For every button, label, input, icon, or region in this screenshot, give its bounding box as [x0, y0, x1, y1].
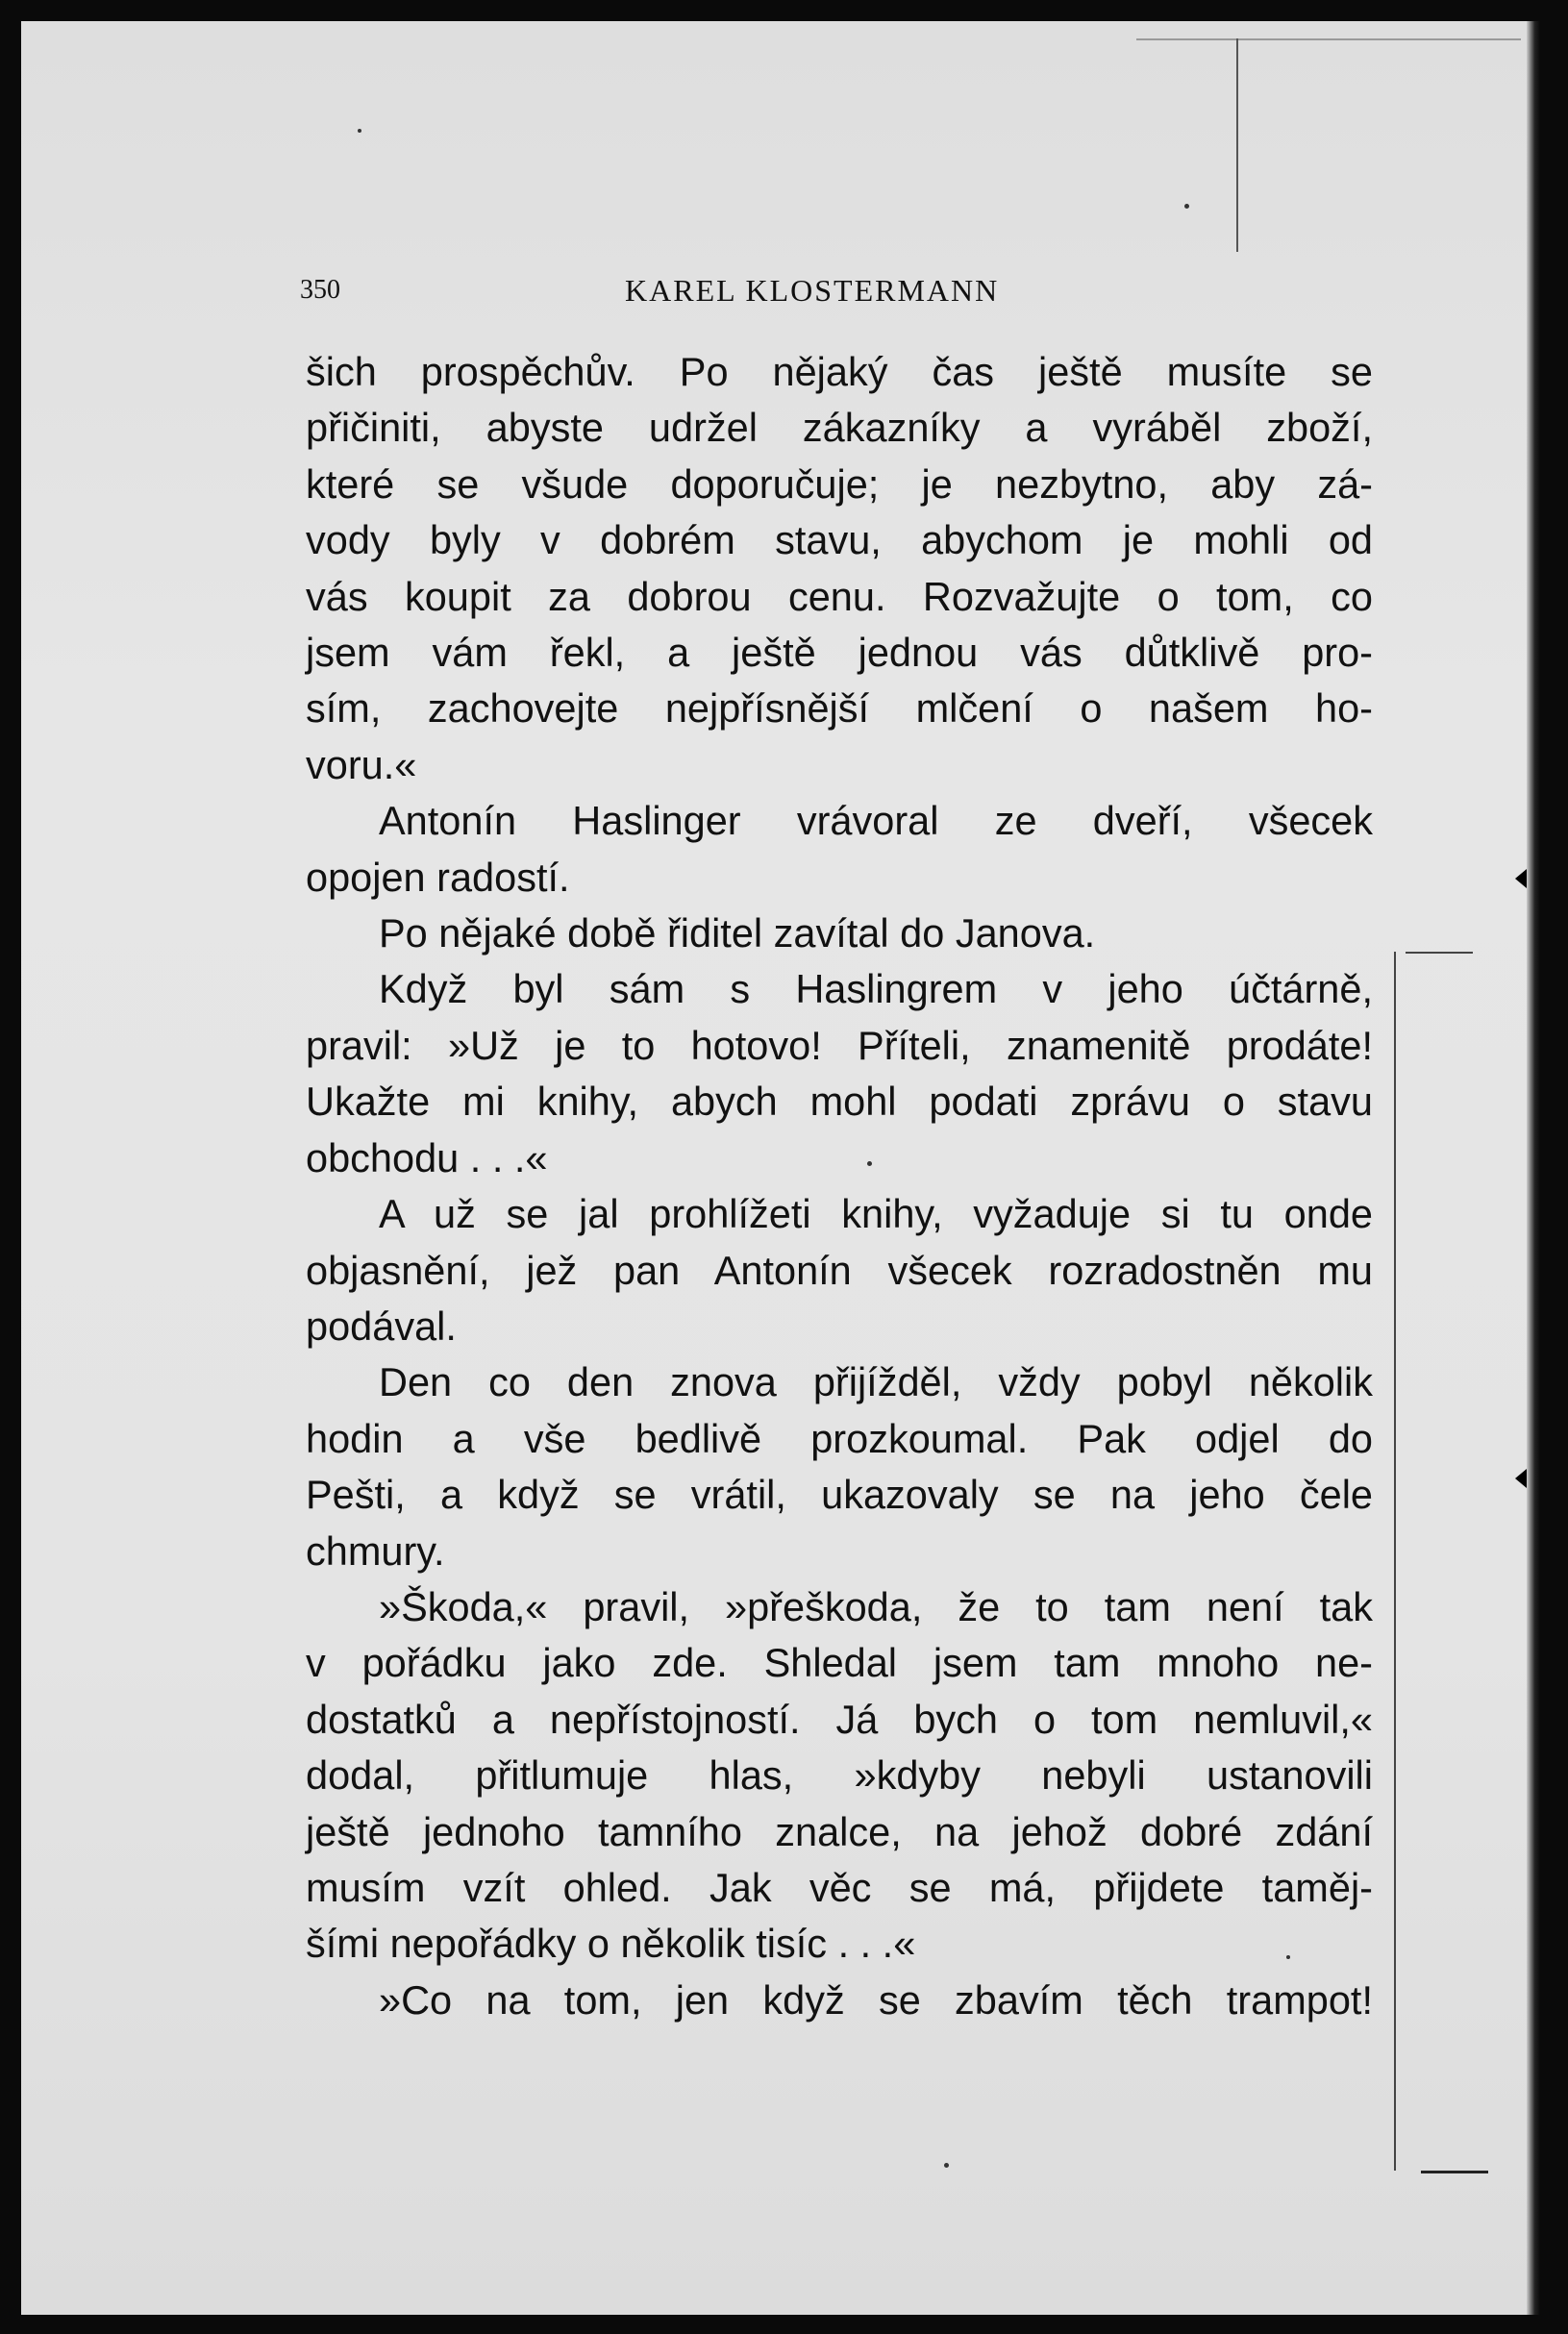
dust-speck [358, 129, 361, 133]
text-line: Antonín Haslinger vrávoral ze dveří, všecek [379, 798, 1373, 844]
text-line: hodin a vše bedlivě prozkoumal. Pak odjel do [306, 1415, 1373, 1461]
text-line: voru.« [306, 741, 417, 787]
text-line: vás koupit za dobrou cenu. Rozvažujte o tom, co [306, 573, 1373, 619]
text-line: obchodu . . .« [306, 1134, 548, 1180]
text-line: šími nepořádky o několik tisíc . . .« [306, 1921, 916, 1967]
text-line: Po nějaké době řiditel zavítal do Janova. [379, 910, 1096, 956]
text-line: Pešti, a když se vrátil, ukazovaly se na jeho čele [306, 1472, 1373, 1518]
text-line: dodal, přitlumuje hlas, »kdyby nebyli ustanovili [306, 1752, 1373, 1799]
text-line: v pořádku jako zde. Shledal jsem tam mnoho ne- [306, 1640, 1373, 1686]
text-line: šich prospěchův. Po nějaký čas ještě musíte se [306, 349, 1373, 394]
text-line: sím, zachovejte nejpřísnější mlčení o našem ho- [306, 685, 1373, 732]
book-page [21, 21, 1540, 2315]
text-line: »Škoda,« pravil, »přeškoda, že to tam není tak [379, 1583, 1373, 1629]
running-head [21, 273, 1540, 311]
text-line: »Co na tom, jen když se zbavím těch trampot! [379, 1976, 1373, 2023]
scan-artifact-tick [1406, 952, 1473, 954]
scan-artifact-line [1236, 38, 1238, 252]
scan-artifact-bracket [1394, 952, 1396, 2171]
text-line: ještě jednoho tamního znalce, na jehož dobré zdání [306, 1808, 1373, 1854]
page-number: 350 [300, 275, 340, 305]
text-line: jsem vám řekl, a ještě jednou vás důtklivě pro- [306, 630, 1373, 676]
scan-artifact-rule [1136, 38, 1521, 40]
edge-marker [1515, 869, 1527, 888]
text-line: které se všude doporučuje; je nezbytno, aby zá- [306, 460, 1373, 507]
text-line: pravil: »Už je to hotovo! Příteli, znamenitě prodáte! [306, 1022, 1373, 1068]
running-head-author: KAREL KLOSTERMANN [625, 273, 1000, 308]
text-line: Ukažte mi knihy, abych mohl podati zprávu o stavu [306, 1079, 1373, 1125]
edge-marker [1515, 1469, 1527, 1488]
text-line: opojen radostí. [306, 854, 570, 900]
text-line: vody byly v dobrém stavu, abychom je mohli od [306, 517, 1373, 563]
text-line: Když byl sám s Haslingrem v jeho účtárně, [379, 966, 1373, 1012]
dust-speck [1184, 204, 1189, 209]
page-edge-shadow [1527, 21, 1540, 2315]
text-line: přičiniti, abyste udržel zákazníky a vyráběl zboží, [306, 405, 1373, 451]
text-line: A už se jal prohlížeti knihy, vyžaduje si tu onde [379, 1191, 1373, 1237]
body-text [306, 344, 1373, 2028]
text-line: chmury. [306, 1527, 445, 1574]
dust-speck [944, 2163, 949, 2168]
text-line: podával. [306, 1303, 457, 1349]
text-line: dostatků a nepřístojností. Já bych o tom nemluvil,« [306, 1696, 1373, 1742]
text-line: musím vzít ohled. Jak věc se má, přijdete taměj- [306, 1864, 1373, 1910]
scan-artifact-tick [1421, 2171, 1488, 2173]
text-line: Den co den znova přijížděl, vždy pobyl několik [379, 1359, 1373, 1405]
text-line: objasnění, jež pan Antonín všecek rozradostněn mu [306, 1247, 1373, 1293]
